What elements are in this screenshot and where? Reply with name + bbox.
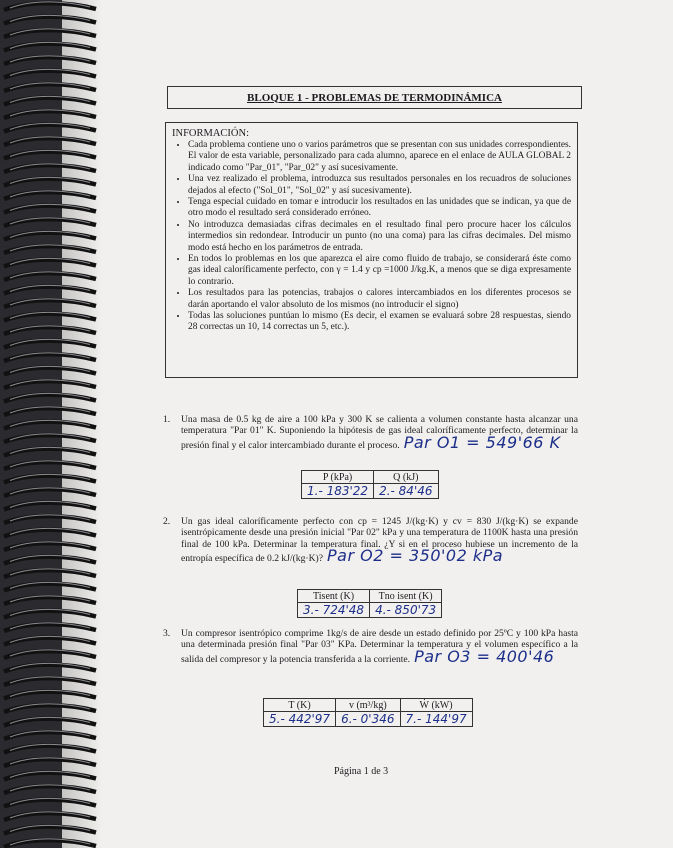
answer-cell: 3.- 724'48 (303, 603, 365, 617)
answer-cell: 5.- 442'97 (269, 712, 331, 726)
info-item: • En todos lo problemas en los que aparezca el aire como fluido de trabajo, se considerará éste como gas ideal caloríficamente perfecto, con γ = 1.4 y cp =1000 J/kg.K, a menos que se diga expresamente lo contrario. (188, 254, 571, 288)
problem-3 (163, 628, 578, 665)
column-header: T (K) (264, 699, 336, 712)
handwritten-parameter: Par O2 = 350'02 kPa (326, 546, 504, 566)
info-heading: INFORMACIÓN: (172, 128, 250, 139)
info-item: • Cada problema contiene uno o varios parámetros que se presentan con sus unidades correspondientes. El valor de esta variable, personalizado para cada alumno, aparece en el enlace de AULA GLOBAL 2 indicado como "Par_01", "Par_02" y así sucesivamente. (188, 140, 571, 174)
problem-text: Una masa de 0.5 kg de aire a 100 kPa y 300 K se calienta a volumen constante hasta alcanzar una temperatura "Par 01" K. Suponiendo la hipótesis de gas ideal caloríficamente perfecto, determinar la presión final y el calor intercambiado durante el proceso. (181, 414, 578, 451)
problem-number: 3. (163, 628, 171, 639)
info-box (165, 122, 578, 378)
page-footer: Página 1 de 3 (334, 766, 389, 777)
info-item: • Los resultados para las potencias, trabajos o calores intercambiados en los diferentes procesos se darán aportando el valor absoluto de los mismos (no introducir el signo) (188, 288, 571, 310)
problem-number: 1. (163, 414, 171, 425)
answer-table-2 (297, 589, 442, 618)
info-list (172, 140, 571, 333)
info-item: • Todas las soluciones puntúan lo mismo (Es decir, el examen se evaluará sobre 28 respuestas, siendo 28 correctas un 10, 14 correctas un 5, etc.). (188, 311, 571, 333)
problem-number: 2. (163, 516, 171, 527)
column-header: Ẇ (kW) (400, 699, 472, 712)
answer-cell: 1.- 183'22 (307, 484, 369, 498)
info-item: • Tenga especial cuidado en tomar e introducir los resultados en las unidades que se indican, ya que de otro modo el resultado será considerado erróneo. (188, 197, 571, 219)
problem-1 (163, 414, 578, 451)
problem-2 (163, 516, 578, 565)
answer-cell: 2.- 84'46 (379, 484, 433, 498)
column-header: Tno isent (K) (370, 590, 442, 603)
answer-cell: 7.- 144'97 (405, 712, 467, 726)
page-title: BLOQUE 1 - PROBLEMAS DE TERMODINÁMICA (167, 86, 582, 109)
problem-text: Un compresor isentrópico comprime 1kg/s de aire desde un estado definido por 25ºC y 100 kPa hasta una determinada presión final "Par 03" KPa. Determinar la temperatura y el volumen específico a la salida del compresor y la potencia transferida a la corriente. (181, 628, 578, 665)
answer-cell: 6.- 0'346 (341, 712, 395, 726)
info-item: • No introduzca demasiadas cifras decimales en el resultado final pero procure hacer los cálculos intermedios sin redondear. Introducir un punto (no una coma) para las cifras decimales. Del mismo modo está hecho en los parámetros de entrada. (188, 220, 571, 254)
handwritten-parameter: Par O3 = 400'46 (414, 646, 555, 666)
problem-text: Un gas ideal caloríficamente perfecto con cp = 1245 J/(kg·K) y cv = 830 J/(kg·K) se expande isentrópicamente desde una presión inicial "Par 02" kPa y una temperatura de 1100K hasta una presión final de 100 kPa. Determinar la temperatura final. ¿Y si en el proceso hubiese un incremento de la entropía específica de 0.2 kJ/(kg·K)? (181, 516, 578, 565)
answer-table-1 (301, 470, 439, 499)
info-item: • Una vez realizado el problema, introduzca sus resultados personales en los recuadros de soluciones dejados al efecto ("Sol_01", "Sol_02" y así sucesivamente). (188, 174, 571, 196)
handwritten-parameter: Par O1 = 549'66 K (403, 432, 561, 452)
answer-table-3 (263, 698, 473, 727)
column-header: Tisent (K) (298, 590, 370, 603)
answer-cell: 4.- 850'73 (375, 603, 437, 617)
column-header: P (kPa) (302, 471, 374, 484)
column-header: v (m³/kg) (336, 699, 400, 712)
column-header: Q (kJ) (374, 471, 438, 484)
